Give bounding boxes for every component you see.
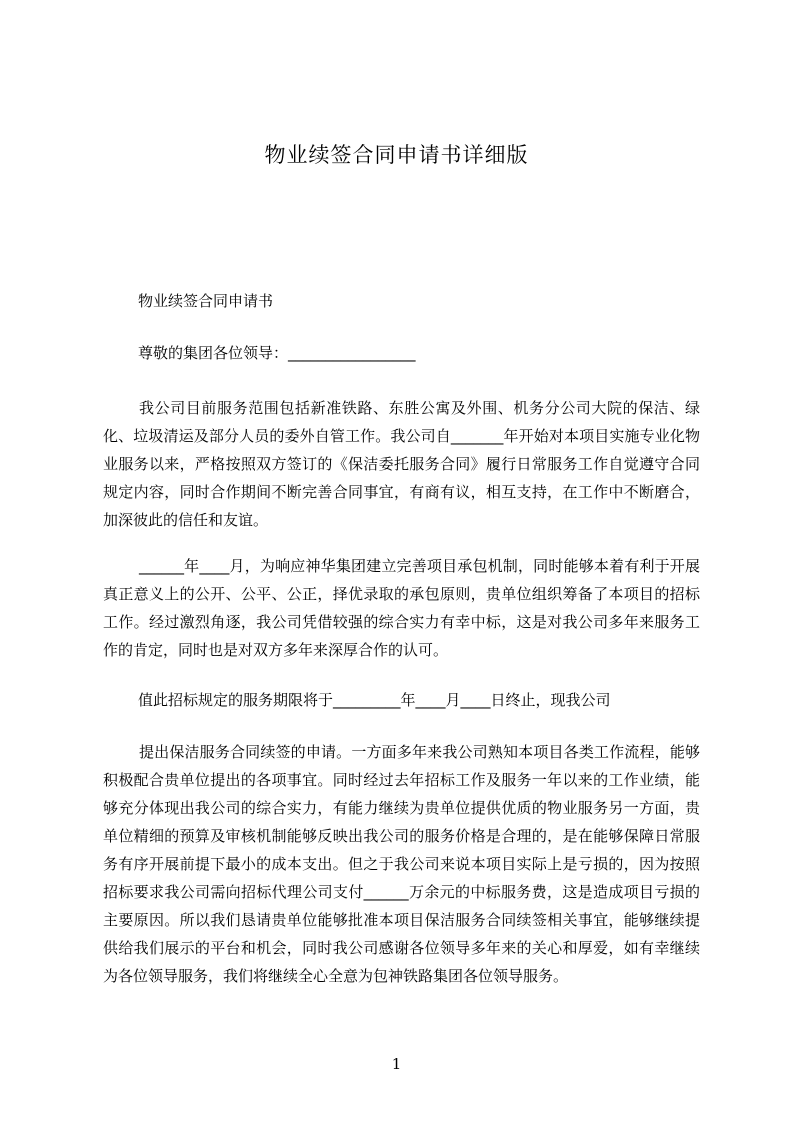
document-title: 物业续签合同申请书详细版 [264, 143, 529, 167]
paragraph-term-expiry: 值此招标规定的服务期限将于_________年____月____日终止，现我公司 [138, 691, 611, 709]
paragraph-service-scope: 我公司目前服务范围包括新准铁路、东胜公寓及外围、机务分公司大院的保洁、绿化、垃圾清运及部分人员的委外自管工作。我公司自_______年开始对本项目实施专业化物业服务以来，严格按照双方签订的《保洁委托服务合同》履行日常服务工作自觉遵守合同规定内容，同时合作期间不断完善合同事宜，有商有议，相互支持，在工作中不断磨合，加深彼此的信任和友谊。 [103, 399, 700, 529]
page-number: 1 [391, 1055, 402, 1073]
paragraph-tender-history: ______年____月，为响应神华集团建立完善项目承包机制，同时能够本着有利于开展真正意义上的公开、公平、公正，择优录取的承包原则，贵单位组织筹备了本项目的招标工作。经过激烈角逐，我公司凭借较强的综合实力有幸中标，这是对我公司多年来服务工作的肯定，同时也是对双方多年来深厚合作的认可。 [103, 557, 700, 659]
paragraph-renewal-request: 提出保洁服务合同续签的申请。一方面多年来我公司熟知本项目各类工作流程，能够积极配合贵单位提出的各项事宜。同时经过去年招标工作及服务一年以来的工作业绩，能够充分体现出我公司的综合实力，有能力继续为贵单位提供优质的物业服务另一方面，贵单位精细的预算及审核机制能够反映出我公司的服务价格是合理的，是在能够保障日常服务有序开展前提下最小的成本支出。但之于我公司来说本项目实际上是亏损的，因为按照招标要求我公司需向招标代理公司支付______万余元的中标服务费，这是造成项目亏损的主要原因。所以我们恳请贵单位能够批准本项目保洁服务合同续签相关事宜，能够继续提供给我们展示的平台和机会，同时我公司感谢各位领导多年来的关心和厚爱，如有幸继续为各位领导服务，我们将继续全心全意为包神铁路集团各位领导服务。 [103, 743, 700, 985]
letter-heading: 物业续签合同申请书 [138, 292, 274, 310]
salutation: 尊敬的集团各位领导：_________________ [138, 344, 416, 362]
